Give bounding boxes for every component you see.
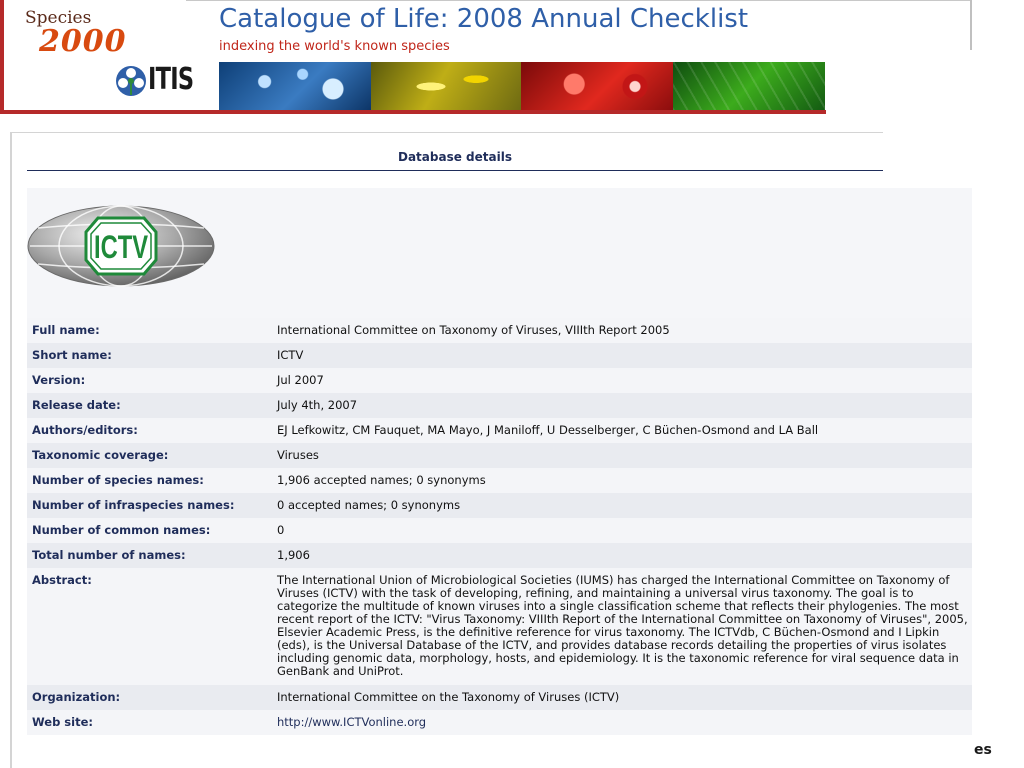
detail-value: The International Union of Microbiological Societies (IUMS) has charged the International Committee on Taxonomy of Viruses (ICTV) with the task of developing, refining, and maintaining a universal virus taxonomy. The goal is to categorize the multitude of known viruses into a single classification scheme that reflects their phylogenies. The most recent report of the ICTV: "Virus Taxonomy: VIIIth Report of the International Committee on Taxonomy of Viruses", 2005, Elsevier Academic Press, is the definitive reference for virus taxonomy. The ICTVdb, C Büchen-Osmond and I Lipkin (eds), is the Universal Database of the ICTV, and provides database records detailing the properties of virus isolates including genomic data, morphology, hosts, and epidemiology. It is the taxonomic reference for viral sequence data in GenBank and UniProt. <box>272 568 972 685</box>
header-bottom-border <box>0 110 826 114</box>
detail-row-full-name <box>27 318 972 343</box>
database-details-table <box>27 318 972 735</box>
species-2000-logo[interactable] <box>25 8 135 62</box>
detail-label: Full name: <box>27 318 272 343</box>
site-title: Catalogue of Life: 2008 Annual Checklist <box>219 4 749 34</box>
detail-row-taxonomic-coverage <box>27 443 972 468</box>
detail-row-web-site <box>27 710 972 735</box>
detail-value: Viruses <box>272 443 972 468</box>
detail-row-short-name <box>27 343 972 368</box>
detail-row-abstract <box>27 568 972 685</box>
detail-label: Number of infraspecies names: <box>27 493 272 518</box>
detail-row-common-names <box>27 518 972 543</box>
detail-value: International Committee on Taxonomy of Viruses, VIIIth Report 2005 <box>272 318 972 343</box>
detail-label: Taxonomic coverage: <box>27 443 272 468</box>
detail-label: Organization: <box>27 685 272 710</box>
detail-value: EJ Lefkowitz, CM Fauquet, MA Mayo, J Maniloff, U Desselberger, C Büchen-Osmond and LA Ball <box>272 418 972 443</box>
detail-label: Short name: <box>27 343 272 368</box>
detail-value: 1,906 <box>272 543 972 568</box>
detail-row-organization <box>27 685 972 710</box>
banner-image-leaf <box>673 62 825 111</box>
detail-value: July 4th, 2007 <box>272 393 972 418</box>
detail-row-release-date <box>27 393 972 418</box>
banner-image-microorganisms <box>219 62 371 111</box>
header-right-border <box>970 0 972 50</box>
detail-value: ICTV <box>272 343 972 368</box>
detail-row-infraspecies-names <box>27 493 972 518</box>
heading-divider <box>27 170 883 171</box>
species-logo-word: Species <box>25 8 92 28</box>
detail-label: Web site: <box>27 710 272 735</box>
website-link[interactable]: http://www.ICTVonline.org <box>277 715 427 729</box>
database-details-panel <box>10 132 972 768</box>
detail-label: Release date: <box>27 393 272 418</box>
species-logo-number: 2000 <box>39 24 127 59</box>
detail-value: Jul 2007 <box>272 368 972 393</box>
itis-logo-word: ITIS <box>148 62 194 97</box>
itis-flower-icon <box>114 64 148 98</box>
detail-value: International Committee on the Taxonomy of Viruses (ICTV) <box>272 685 972 710</box>
detail-value-cell <box>272 710 972 735</box>
banner-image-red-animal <box>521 62 673 111</box>
content-left-border <box>10 132 12 768</box>
detail-label: Authors/editors: <box>27 418 272 443</box>
header-left-border <box>0 0 4 113</box>
detail-value: 0 accepted names; 0 synonyms <box>272 493 972 518</box>
corner-text: es <box>974 742 992 758</box>
detail-label: Total number of names: <box>27 543 272 568</box>
banner-image-butterfly <box>371 62 521 111</box>
detail-value: 0 <box>272 518 972 543</box>
detail-label: Number of common names: <box>27 518 272 543</box>
header-banner <box>219 62 825 111</box>
site-header <box>0 0 972 113</box>
detail-row-version <box>27 368 972 393</box>
detail-label: Number of species names: <box>27 468 272 493</box>
detail-label: Version: <box>27 368 272 393</box>
ictv-logo-text: ICTV <box>94 229 149 265</box>
itis-logo[interactable] <box>114 62 204 102</box>
page-title: Database details <box>398 150 512 164</box>
site-tagline: indexing the world's known species <box>219 39 450 54</box>
detail-row-species-names <box>27 468 972 493</box>
detail-value: 1,906 accepted names; 0 synonyms <box>272 468 972 493</box>
detail-label: Abstract: <box>27 568 272 685</box>
detail-row-total-names <box>27 543 972 568</box>
header-top-rule <box>186 0 972 1</box>
content-top-border <box>10 132 883 133</box>
ictv-logo-icon <box>26 204 216 288</box>
detail-row-authors <box>27 418 972 443</box>
